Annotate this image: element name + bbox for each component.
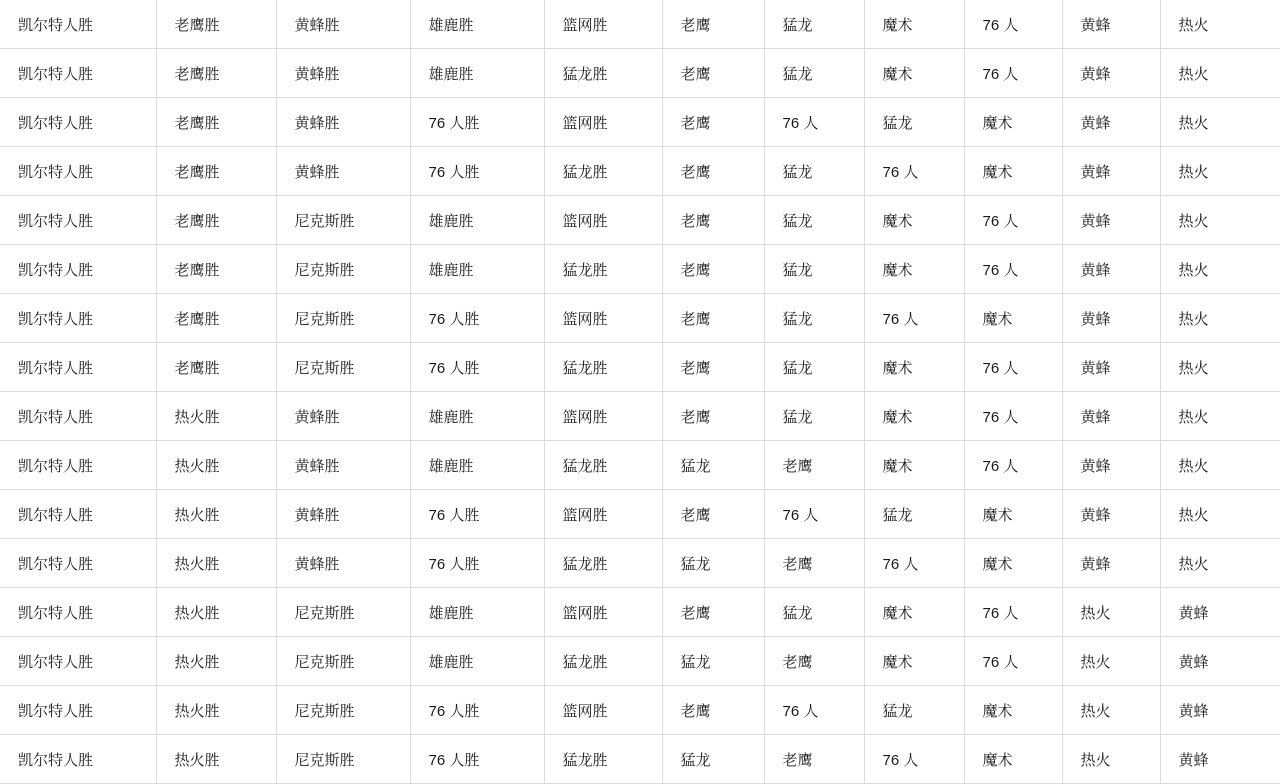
table-cell: 黄蜂 [1062, 539, 1160, 588]
table-cell: 猛龙 [662, 637, 764, 686]
table-cell: 76 人 [764, 490, 864, 539]
table-cell: 猛龙 [764, 588, 864, 637]
table-cell: 黄蜂胜 [276, 49, 410, 98]
table-cell: 猛龙 [662, 539, 764, 588]
table-row [0, 588, 1280, 637]
table-cell: 雄鹿胜 [410, 588, 544, 637]
table-row [0, 245, 1280, 294]
table-cell: 黄蜂 [1062, 0, 1160, 49]
table-cell: 凯尔特人胜 [0, 49, 156, 98]
table-cell: 热火 [1160, 0, 1280, 49]
table-cell: 魔术 [864, 441, 964, 490]
table-cell: 猛龙 [764, 147, 864, 196]
table-cell: 猛龙胜 [544, 245, 662, 294]
table-cell: 老鹰 [662, 588, 764, 637]
table-cell: 猛龙 [662, 441, 764, 490]
table-cell: 老鹰 [764, 637, 864, 686]
table-cell: 雄鹿胜 [410, 392, 544, 441]
table-cell: 雄鹿胜 [410, 245, 544, 294]
table-cell: 老鹰胜 [156, 98, 276, 147]
table-cell: 热火胜 [156, 441, 276, 490]
table-cell: 魔术 [964, 735, 1062, 784]
table-cell: 热火 [1062, 686, 1160, 735]
table-cell: 热火胜 [156, 490, 276, 539]
table-cell: 魔术 [964, 294, 1062, 343]
table-cell: 76 人 [764, 98, 864, 147]
table-cell: 凯尔特人胜 [0, 588, 156, 637]
table-cell: 76 人 [964, 588, 1062, 637]
table-cell: 凯尔特人胜 [0, 735, 156, 784]
table-cell: 尼克斯胜 [276, 343, 410, 392]
table-cell: 猛龙 [764, 294, 864, 343]
table-cell: 篮网胜 [544, 294, 662, 343]
table-cell: 热火 [1160, 343, 1280, 392]
table-cell: 热火胜 [156, 637, 276, 686]
table-cell: 热火胜 [156, 686, 276, 735]
table-cell: 热火胜 [156, 392, 276, 441]
table-cell: 热火 [1160, 539, 1280, 588]
table-cell: 黄蜂胜 [276, 392, 410, 441]
table-cell: 热火 [1062, 735, 1160, 784]
table-cell: 热火 [1160, 98, 1280, 147]
table-cell: 老鹰胜 [156, 294, 276, 343]
table-cell: 凯尔特人胜 [0, 147, 156, 196]
table-cell: 黄蜂 [1062, 49, 1160, 98]
table-cell: 尼克斯胜 [276, 196, 410, 245]
table-cell: 76 人 [964, 49, 1062, 98]
table-cell: 老鹰 [662, 294, 764, 343]
table-row [0, 392, 1280, 441]
table-cell: 猛龙 [662, 735, 764, 784]
table-cell: 黄蜂 [1062, 392, 1160, 441]
table-cell: 魔术 [964, 686, 1062, 735]
table-cell: 老鹰 [662, 245, 764, 294]
table-cell: 76 人 [964, 441, 1062, 490]
table-cell: 76 人胜 [410, 98, 544, 147]
table-cell: 凯尔特人胜 [0, 245, 156, 294]
table-cell: 老鹰胜 [156, 245, 276, 294]
table-cell: 老鹰 [764, 735, 864, 784]
table-cell: 猛龙 [764, 392, 864, 441]
table-cell: 热火 [1160, 49, 1280, 98]
table-cell: 76 人 [964, 245, 1062, 294]
table-cell: 76 人胜 [410, 539, 544, 588]
table-cell: 篮网胜 [544, 392, 662, 441]
table-cell: 76 人 [864, 294, 964, 343]
table-cell: 76 人胜 [410, 147, 544, 196]
table-cell: 雄鹿胜 [410, 637, 544, 686]
table-cell: 猛龙胜 [544, 49, 662, 98]
table-row [0, 147, 1280, 196]
table-cell: 凯尔特人胜 [0, 686, 156, 735]
table-cell: 猛龙胜 [544, 637, 662, 686]
table-cell: 76 人胜 [410, 343, 544, 392]
table-cell: 猛龙 [764, 0, 864, 49]
table-cell: 热火 [1160, 441, 1280, 490]
table-cell: 黄蜂 [1062, 147, 1160, 196]
table-cell: 凯尔特人胜 [0, 294, 156, 343]
table-cell: 雄鹿胜 [410, 0, 544, 49]
table-cell: 老鹰 [662, 686, 764, 735]
table-row [0, 294, 1280, 343]
table-cell: 黄蜂 [1062, 245, 1160, 294]
table-cell: 76 人 [964, 343, 1062, 392]
table-cell: 76 人胜 [410, 686, 544, 735]
table-cell: 猛龙胜 [544, 735, 662, 784]
table-cell: 魔术 [964, 490, 1062, 539]
table-cell: 尼克斯胜 [276, 637, 410, 686]
table-cell: 猛龙 [764, 245, 864, 294]
table-cell: 热火 [1062, 637, 1160, 686]
table-cell: 尼克斯胜 [276, 735, 410, 784]
table-cell: 老鹰 [662, 343, 764, 392]
table-cell: 猛龙 [864, 98, 964, 147]
table-cell: 老鹰 [662, 196, 764, 245]
table-cell: 老鹰 [662, 490, 764, 539]
table-cell: 黄蜂 [1160, 637, 1280, 686]
table-cell: 篮网胜 [544, 686, 662, 735]
table-cell: 黄蜂 [1062, 490, 1160, 539]
table-cell: 76 人 [764, 686, 864, 735]
table-cell: 雄鹿胜 [410, 196, 544, 245]
table-cell: 凯尔特人胜 [0, 539, 156, 588]
table-cell: 尼克斯胜 [276, 686, 410, 735]
table-cell: 魔术 [864, 245, 964, 294]
table-cell: 热火 [1160, 294, 1280, 343]
table-cell: 黄蜂胜 [276, 0, 410, 49]
table-cell: 黄蜂 [1062, 196, 1160, 245]
table-cell: 猛龙 [764, 49, 864, 98]
table-cell: 篮网胜 [544, 588, 662, 637]
table-cell: 猛龙胜 [544, 441, 662, 490]
table-cell: 老鹰胜 [156, 49, 276, 98]
table-cell: 魔术 [964, 98, 1062, 147]
table-cell: 76 人 [964, 196, 1062, 245]
table-cell: 篮网胜 [544, 98, 662, 147]
table-cell: 黄蜂胜 [276, 539, 410, 588]
table-cell: 黄蜂 [1062, 441, 1160, 490]
table-cell: 老鹰胜 [156, 0, 276, 49]
table-cell: 凯尔特人胜 [0, 0, 156, 49]
table-cell: 热火 [1160, 196, 1280, 245]
table-cell: 热火 [1062, 588, 1160, 637]
table-cell: 黄蜂胜 [276, 98, 410, 147]
table-cell: 凯尔特人胜 [0, 98, 156, 147]
table-cell: 黄蜂 [1062, 294, 1160, 343]
table-cell: 热火 [1160, 490, 1280, 539]
table-row [0, 49, 1280, 98]
table-cell: 猛龙 [864, 686, 964, 735]
table-cell: 76 人 [964, 392, 1062, 441]
table-row [0, 196, 1280, 245]
table-cell: 魔术 [864, 0, 964, 49]
table-cell: 热火 [1160, 245, 1280, 294]
table-cell: 老鹰 [764, 441, 864, 490]
table-cell: 黄蜂 [1062, 98, 1160, 147]
table-cell: 76 人胜 [410, 735, 544, 784]
table-cell: 老鹰 [662, 392, 764, 441]
table-cell: 尼克斯胜 [276, 294, 410, 343]
table-cell: 热火胜 [156, 588, 276, 637]
table-cell: 凯尔特人胜 [0, 196, 156, 245]
table-cell: 猛龙胜 [544, 343, 662, 392]
table-row [0, 98, 1280, 147]
table-cell: 凯尔特人胜 [0, 637, 156, 686]
table-cell: 魔术 [864, 637, 964, 686]
table-cell: 猛龙 [764, 343, 864, 392]
table-cell: 魔术 [864, 588, 964, 637]
table-cell: 凯尔特人胜 [0, 490, 156, 539]
table-cell: 雄鹿胜 [410, 49, 544, 98]
table-cell: 黄蜂胜 [276, 490, 410, 539]
table-cell: 凯尔特人胜 [0, 392, 156, 441]
table-cell: 雄鹿胜 [410, 441, 544, 490]
table-row [0, 539, 1280, 588]
table-cell: 老鹰胜 [156, 196, 276, 245]
table-cell: 老鹰 [662, 98, 764, 147]
table-cell: 老鹰胜 [156, 147, 276, 196]
table-cell: 猛龙胜 [544, 539, 662, 588]
table-cell: 76 人 [964, 0, 1062, 49]
table-row [0, 343, 1280, 392]
table-cell: 76 人 [964, 637, 1062, 686]
table-cell: 魔术 [864, 392, 964, 441]
table-cell: 魔术 [864, 196, 964, 245]
table-cell: 热火胜 [156, 735, 276, 784]
table-cell: 76 人胜 [410, 294, 544, 343]
table-cell: 黄蜂胜 [276, 441, 410, 490]
table-cell: 76 人 [864, 735, 964, 784]
table-cell: 魔术 [864, 343, 964, 392]
table-cell: 魔术 [964, 147, 1062, 196]
table-cell: 尼克斯胜 [276, 588, 410, 637]
table-cell: 老鹰 [662, 0, 764, 49]
table-cell: 篮网胜 [544, 196, 662, 245]
table-cell: 热火 [1160, 147, 1280, 196]
table-cell: 76 人 [864, 539, 964, 588]
table-cell: 老鹰 [662, 147, 764, 196]
table-row [0, 686, 1280, 735]
table-cell: 篮网胜 [544, 0, 662, 49]
table-cell: 黄蜂 [1160, 588, 1280, 637]
table-cell: 猛龙 [864, 490, 964, 539]
table-cell: 尼克斯胜 [276, 245, 410, 294]
table-cell: 魔术 [964, 539, 1062, 588]
table-cell: 魔术 [864, 49, 964, 98]
table-row [0, 490, 1280, 539]
table-cell: 黄蜂 [1160, 686, 1280, 735]
table-row [0, 441, 1280, 490]
table-cell: 篮网胜 [544, 490, 662, 539]
table-cell: 黄蜂 [1160, 735, 1280, 784]
table-cell: 黄蜂胜 [276, 147, 410, 196]
table-cell: 猛龙胜 [544, 147, 662, 196]
table-cell: 热火胜 [156, 539, 276, 588]
table-cell: 凯尔特人胜 [0, 343, 156, 392]
table-cell: 76 人胜 [410, 490, 544, 539]
table-cell: 老鹰胜 [156, 343, 276, 392]
table-row [0, 0, 1280, 49]
table-cell: 热火 [1160, 392, 1280, 441]
table-cell: 凯尔特人胜 [0, 441, 156, 490]
table-cell: 老鹰 [764, 539, 864, 588]
table-row [0, 637, 1280, 686]
table-cell: 老鹰 [662, 49, 764, 98]
table-cell: 76 人 [864, 147, 964, 196]
table-row [0, 735, 1280, 784]
table-cell: 猛龙 [764, 196, 864, 245]
table-cell: 黄蜂 [1062, 343, 1160, 392]
